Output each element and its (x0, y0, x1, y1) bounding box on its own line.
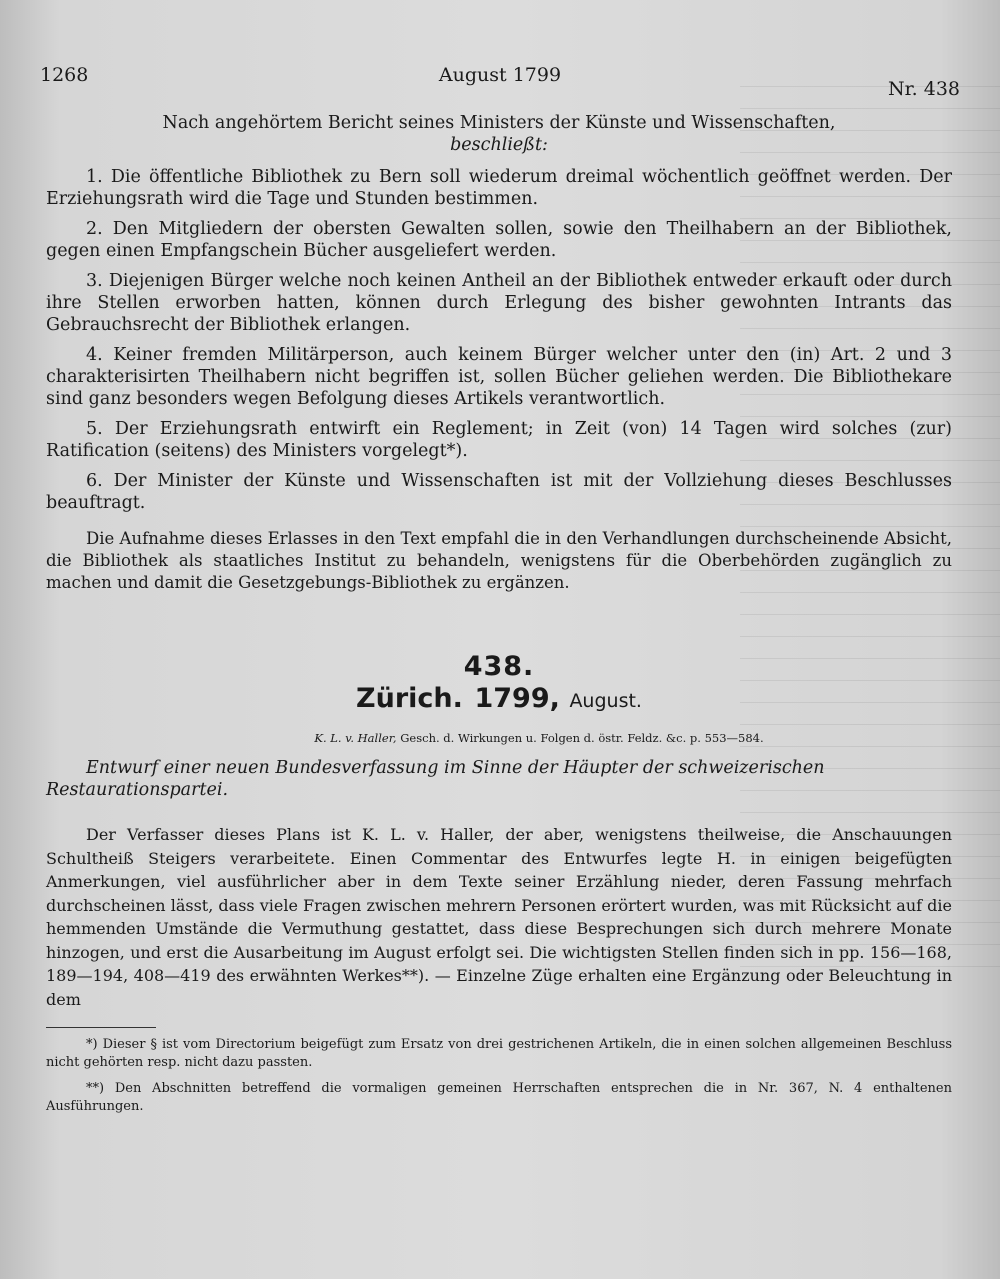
document-year: 1799, (474, 683, 560, 714)
footnote-1: *) Dieser § ist vom Directorium beigefügt zum Ersatz von drei gestrichenen Artikeln, die in einen solchen allgemeinen Beschluss nicht gehörten resp. nicht dazu passten. (46, 1037, 952, 1070)
running-head-date: August 1799 (438, 64, 562, 86)
footnote-2: **) Den Abschnitten betreffend die vormaligen gemeinen Herrschaften entsprechen die in Nr. 367, N. 4 enthaltenen Ausführungen. (46, 1081, 952, 1114)
document-title: Entwurf einer neuen Bundesverfassung im Sinne der Häupter der schweizerischen Restaurationspartei. (46, 758, 825, 800)
document-source (46, 727, 952, 749)
footnote-divider (46, 1027, 156, 1028)
resolution-item-5: 5. Der Erziehungsrath entwirft ein Reglement; in Zeit (von) 14 Tagen wird solches (zur) Ratification (seitens) des Ministers vorgelegt*). (46, 419, 952, 461)
source-citation: Gesch. d. Wirkungen u. Folgen d. östr. Feldz. &c. p. 553—584. (400, 731, 764, 745)
editorial-note: Die Aufnahme dieses Erlasses in den Text empfahl die in den Verhandlungen durchscheinende Absicht, die Bibliothek als staatliches Institut zu behandeln, wenigstens für die Oberbehörden zugänglich zu machen und damit die Gesetzgebungs-Bibliothek zu ergänzen. (46, 529, 952, 592)
resolution-intro: Nach angehörtem Bericht seines Ministers der Künste und Wissenschaften, (162, 113, 836, 133)
document-place-date (46, 683, 952, 714)
resolution-item-3: 3. Diejenigen Bürger welche noch keinen Antheil an der Bibliothek entweder erkauft oder durch ihre Stellen erworben hatten, können durch Erlegung des bisher gewohnten Intrants das Gebrauchsrecht der Bibliothek erlangen. (46, 271, 952, 335)
page-content (46, 112, 952, 1116)
document-body: Der Verfasser dieses Plans ist K. L. v. Haller, der aber, wenigstens theilweise, die Anschauungen Schultheiß Steigers verarbeitete. Einen Commentar des Entwurfes legte H. in einigen beigefügten Anmerkungen, viel ausführlicher aber in dem Texte seiner Erzählung nieder, deren Fassung mehrfach durchscheinen lässt, dass viele Fragen zwischen mehrern Personen erörtert wurden, was mit Rücksicht auf die hemmenden Umstände die Vermuthung gestattet, dass diese Besprechungen sich durch mehrere Monate hinzogen, und erst die Ausarbeitung im August erfolgt sei. Die wichtigsten Stellen finden sich in pp. 156—168, 189—194, 408—419 des erwähnten Werkes**). — Einzelne Züge erhalten eine Ergänzung oder Beleuchtung in dem (46, 825, 952, 1009)
page-number: 1268 (40, 64, 89, 86)
document-place: Zürich. (356, 683, 463, 714)
running-head-doc-number: Nr. 438 (888, 78, 960, 100)
document-number: 438. (463, 651, 535, 682)
resolution-verb: beschließt: (450, 135, 548, 155)
resolution-item-6: 6. Der Minister der Künste und Wissenschaften ist mit der Vollziehung dieses Beschlusses beauftragt. (46, 471, 952, 513)
source-author: K. L. v. Haller, (314, 731, 397, 745)
page-header (40, 64, 960, 100)
resolution-item-2: 2. Den Mitgliedern der obersten Gewalten sollen, sowie den Theilhabern an der Bibliothek, gegen einen Empfangschein Bücher ausgeliefert werden. (46, 219, 952, 261)
resolution-item-4: 4. Keiner fremden Militärperson, auch keinem Bürger welcher unter den (in) Art. 2 und 3 charakterisirten Theilhabern nicht begriffen ist, sollen Bücher geliehen werden. Die Bibliothekare sind ganz besonders wegen Befolgung dieses Artikels verantwortlich. (46, 345, 952, 409)
document-month: August. (569, 690, 642, 712)
resolution-item-1: 1. Die öffentliche Bibliothek zu Bern soll wiederum dreimal wöchentlich geöffnet werden. Der Erziehungsrath wird die Tage und Stunden bestimmen. (46, 167, 952, 209)
